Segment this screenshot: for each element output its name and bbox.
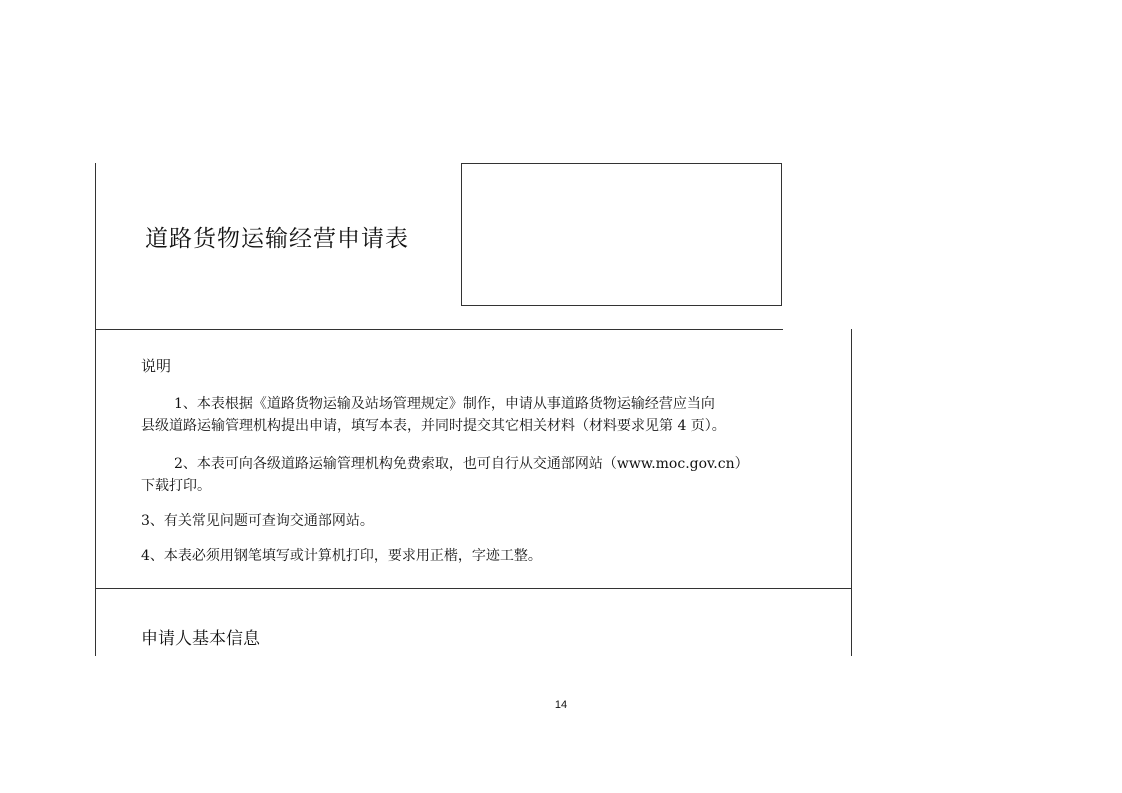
note-item-3 xyxy=(141,510,786,532)
border-left-top xyxy=(95,163,96,330)
note-2-line-1: 2、本表可向各级道路运输管理机构免费索取，也可自行从交通部网站（www.moc.gov.cn） xyxy=(174,456,749,472)
note-2-line-2: 下载打印。 xyxy=(141,478,211,494)
note-item-2 xyxy=(141,453,786,497)
note-4-line-1: 4、本表必须用钢笔填写或计算机打印，要求用正楷，字迹工整。 xyxy=(141,548,542,564)
note-3-line-1: 3、有关常见问题可查询交通部网站。 xyxy=(141,513,374,529)
border-right xyxy=(851,329,852,656)
note-item-4 xyxy=(141,545,786,567)
notes-label: 说明 xyxy=(141,357,172,375)
stamp-box xyxy=(461,163,782,306)
header-divider xyxy=(95,329,783,330)
note-1-line-1: 1、本表根据《道路货物运输及站场管理规定》制作，申请从事道路货物运输经营应当向 xyxy=(174,396,715,412)
page-title: 道路货物运输经营申请表 xyxy=(145,226,409,252)
note-item-1 xyxy=(141,393,786,437)
border-left-bottom xyxy=(95,329,96,656)
applicant-section-title: 申请人基本信息 xyxy=(141,629,260,649)
note-1-line-2: 县级道路运输管理机构提出申请，填写本表，并同时提交其它相关材料（材料要求见第 4 页）。 xyxy=(141,418,726,434)
section-divider xyxy=(95,588,852,589)
page-number: 14 xyxy=(554,699,568,711)
